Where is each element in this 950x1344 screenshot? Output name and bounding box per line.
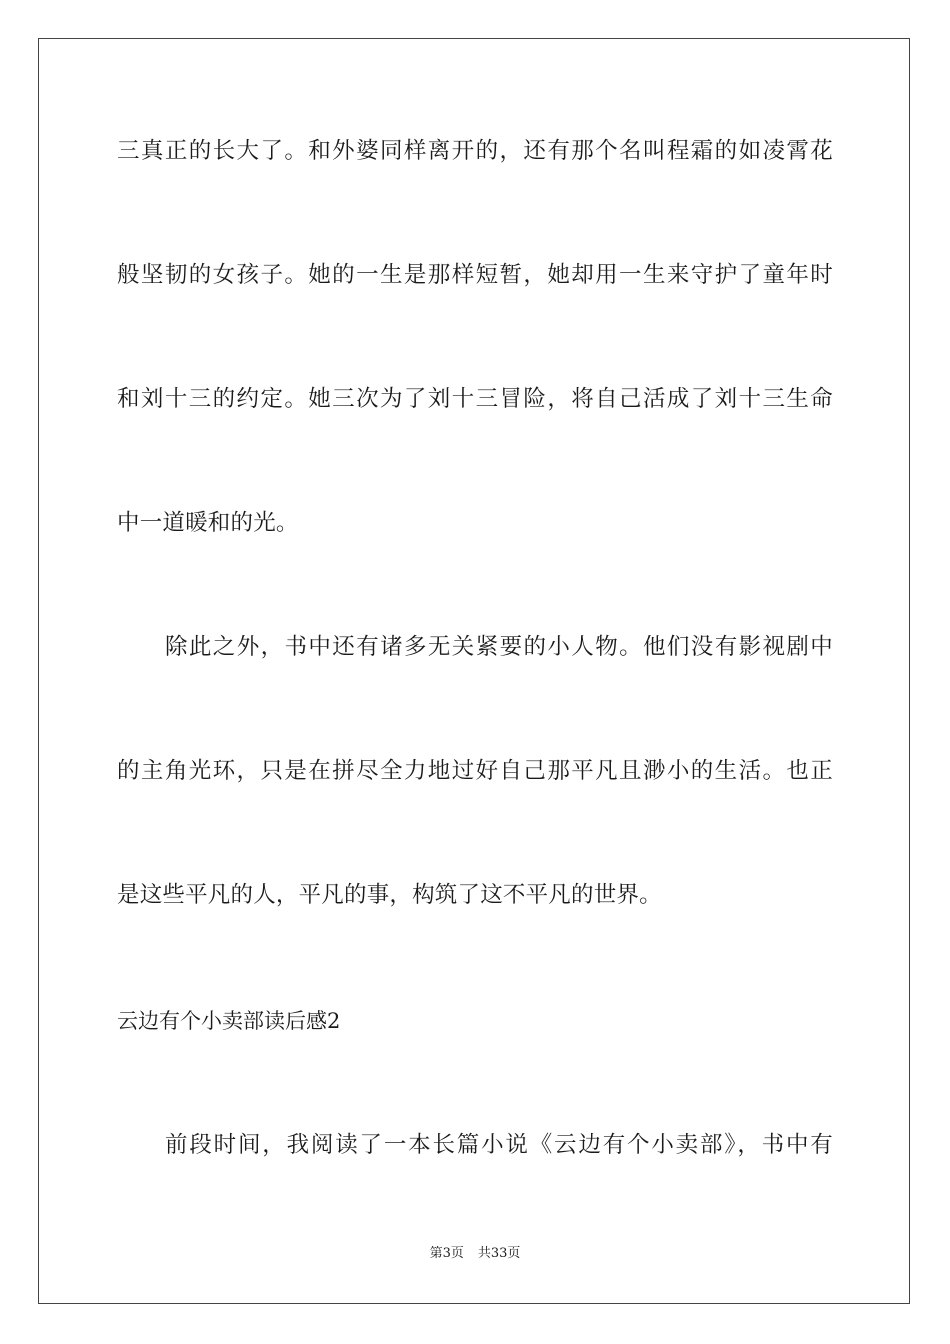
paragraph-line: 的主角光环，只是在拼尽全力地过好自己那平凡且渺小的生活。也正 (117, 758, 833, 784)
page-footer (0, 1245, 950, 1263)
paragraph-line: 中一道暖和的光。 (117, 510, 299, 536)
paragraph-line: 除此之外，书中还有诸多无关紧要的小人物。他们没有影视剧中 (165, 634, 833, 660)
paragraph-line: 和刘十三的约定。她三次为了刘十三冒险，将自己活成了刘十三生命 (117, 386, 833, 412)
paragraph-line: 前段时间，我阅读了一本长篇小说《云边有个小卖部》，书中有 (165, 1132, 833, 1158)
paragraph-line: 般坚韧的女孩子。她的一生是那样短暂，她却用一生来守护了童年时 (117, 262, 833, 288)
page-number: 第3页 (429, 1246, 464, 1261)
paragraph-line: 三真正的长大了。和外婆同样离开的，还有那个名叫程霜的如凌霄花 (117, 138, 833, 164)
section-heading: 云边有个小卖部读后感2 (117, 1009, 341, 1033)
paragraph-line: 是这些平凡的人，平凡的事，构筑了这不平凡的世界。 (117, 882, 662, 908)
total-pages: 共33页 (477, 1246, 521, 1261)
page-border (38, 38, 910, 1304)
